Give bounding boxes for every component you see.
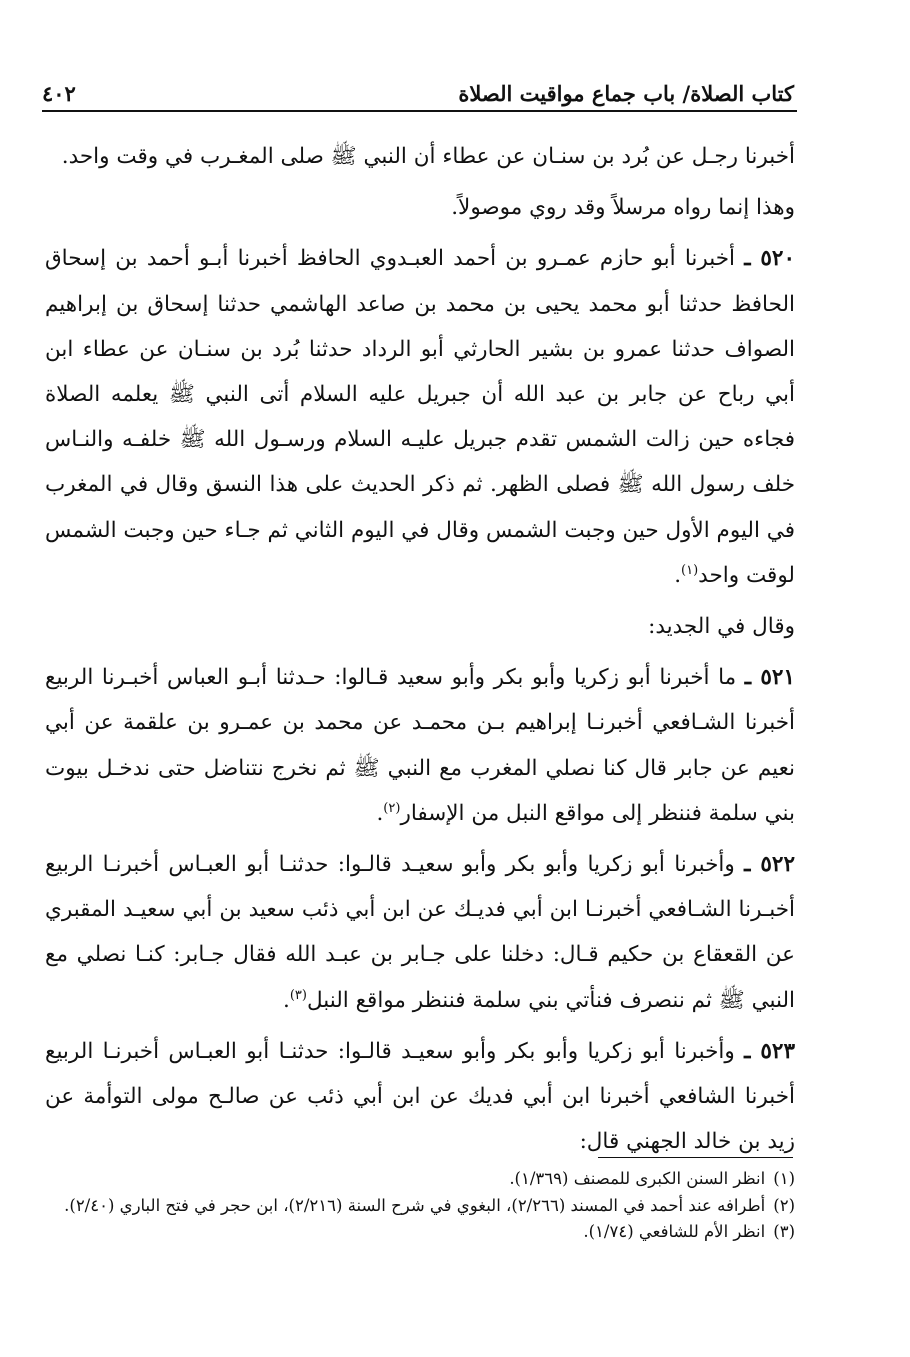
page-header	[42, 66, 794, 106]
paragraph	[45, 185, 795, 230]
paragraph-text: وأخبرنا أبو زكريا وأبو بكر وأبو سعيـد قالـوا: حدثنـا أبو العبـاس أخبرنـا الربيع أخبـرنا الشـافعي أخبرنـا ابن أبي فديـك عن ابن أبي ذئب سعيد بن أبي سعيـد المقبري عن القعقاع بن حكيم قـال: دخلنا على جـابر بن عبـد الله فقال جـابر: كنـا نصلي مع النبي ﷺ ثم ننصرف فنأتي بني سلمة فننظر مواقع النبل	[45, 852, 795, 1013]
footnote-ref: (١)	[681, 562, 699, 578]
footnote	[40, 1219, 795, 1246]
paragraph-text: وهذا إنما رواه مرسلاً وقد روي موصولاً.	[451, 195, 795, 221]
paragraph-text: وقال في الجديد:	[648, 614, 795, 640]
footnote-text: أطرافه عند أحمد في المسند (٢/٢٦٦)، البغوي في شرح السنة (٢/٢١٦)، ابن حجر في فتح الباري (٢/٤٠).	[64, 1195, 766, 1215]
hadith-523	[45, 1029, 795, 1165]
footnote-mark: (٣)	[773, 1222, 795, 1241]
footnote	[40, 1193, 795, 1220]
hadith-number: ٥٢٠ ـ	[744, 246, 795, 272]
footnotes	[40, 1166, 795, 1246]
paragraph-text: أخبرنا أبو حازم عمـرو بن أحمد العبـدوي الحافظ أخبرنا أبـو أحمد بن إسحاق الحافظ حدثنا أبو محمد يحيى بن محمد بن صاعد الهاشمي حدثنا إسحاق بن إبراهيم الصواف حدثنا عمرو بن بشير الحارثي أبو الرداد حدثنا بُرد بن سنـان عن عطاء ابن أبي رباح عن جابر بن عبد الله أن جبريل عليه السلام أتى النبي ﷺ يعلمه الصلاة فجاءه حين زالت الشمس تقدم جبريل عليـه السلام ورسـول الله ﷺ خلفـه والنـاس خلف رسول الله ﷺ فصلى الظهر. ثم ذكر الحديث على هذا النسق وقال في المغرب في اليوم الأول حين وجبت الشمس وقال في اليوم الثاني ثم جـاء حين وجبت الشمس لوقت واحد	[45, 246, 795, 588]
hadith-520: ٥٢٠ ـ أخبرنا أبو حازم عمـرو بن أحمد العبـدوي الحافظ أخبرنا أبـو أحمد بن إسحاق الحافظ حدثنا أبو محمد يحيى بن محمد بن صاعد الهاشمي حدثنا إسحاق بن إبراهيم الصواف حدثنا عمرو بن بشير الحارثي أبو الرداد حدثنا بُرد بن سنـان عن عطاء ابن أبي رباح عن جابر بن عبد الله أن جبريل عليه السلام أتى النبي ﷺ يعلمه الصلاة فجاءه حين زالت الشمس تقدم جبريل عليـه السلام ورسـول الله ﷺ خلفـه والنـاس خلف رسول الله ﷺ فصلى الظهر. ثم ذكر الحديث على هذا النسق وقال في المغرب في اليوم الأول حين وجبت الشمس وقال في اليوم الثاني ثم جـاء حين وجبت الشمس لوقت واحد$^{(١)}$.	[45, 246, 795, 588]
hadith-number: ٥٢٣ ـ	[744, 1038, 795, 1064]
footnote-mark: (٢)	[773, 1195, 795, 1215]
footnote-ref: (٣)	[289, 987, 307, 1003]
running-title: كتاب الصلاة/ باب جماع مواقيت الصلاة	[458, 81, 794, 106]
footnote-text: انظر السنن الكبرى للمصنف (١/٣٦٩).	[509, 1169, 766, 1188]
paragraph	[45, 604, 795, 649]
hadith-521: ٥٢١ ـ ما أخبرنا أبو زكريا وأبو بكر وأبو سعيد قـالوا: حـدثنا أبـو العباس أخبـرنا الربيع أخبرنا الشـافعي أخبرنـا إبراهيم بـن محمـد عن محمد بن عمـرو بن علقمة عن أبي نعيم عن جابر قال كنا نصلي المغرب مع النبي ﷺ ثم نخرج نتناضل حتى ندخـل بيوت بني سلمة فننظر إلى مواقع النبل من الإسفار$^{(٢)}$.	[45, 665, 795, 826]
footnote	[40, 1166, 795, 1193]
paragraph	[45, 134, 795, 179]
hadith-number: ٥٢١ ـ	[744, 665, 795, 691]
hadith-522: ٥٢٢ ـ وأخبرنا أبو زكريا وأبو بكر وأبو سعيـد قالـوا: حدثنـا أبو العبـاس أخبرنـا الربيع أخبـرنا الشـافعي أخبرنـا ابن أبي فديـك عن ابن أبي ذئب سعيد بن أبي سعيـد المقبري عن القعقاع بن حكيم قـال: دخلنا على جـابر بن عبـد الله فقال جـابر: كنـا نصلي مع النبي ﷺ ثم ننصرف فنأتي بني سلمة فننظر مواقع النبل$^{(٣)}$.	[45, 852, 795, 1013]
header-rule	[42, 110, 797, 112]
hadith-number: ٥٢٢ ـ	[744, 852, 795, 878]
main-text	[45, 134, 795, 1170]
paragraph-text: ما أخبرنا أبو زكريا وأبو بكر وأبو سعيد قـالوا: حـدثنا أبـو العباس أخبـرنا الربيع أخبرنا الشـافعي أخبرنـا إبراهيم بـن محمـد عن محمد بن عمـرو بن علقمة عن أبي نعيم عن جابر قال كنا نصلي المغرب مع النبي ﷺ ثم نخرج نتناضل حتى ندخـل بيوت بني سلمة فننظر إلى مواقع النبل من الإسفار	[45, 665, 795, 826]
footnote-ref: (٢)	[383, 800, 401, 816]
paragraph-text: أخبرنا رجـل عن بُرد بن سنـان عن عطاء أن النبي ﷺ صلى المغـرب في وقت واحد.	[61, 144, 795, 169]
page-number: ٤٠٢	[42, 81, 76, 106]
footnote-rule	[598, 1157, 793, 1158]
footnote-text: انظر الأم للشافعي (١/٧٤).	[583, 1222, 766, 1241]
paragraph-text: وأخبرنا أبو زكريا وأبو بكر وأبو سعيـد قالـوا: حدثنـا أبو العبـاس أخبرنـا الربيع أخبرنا الشافعي أخبرنا ابن أبي فديك عن ابن أبي ذئب عن صالـح مولى التوأمة عن زيد بن خالد الجهني قال:	[45, 1038, 795, 1155]
footnote-mark: (١)	[773, 1169, 795, 1188]
